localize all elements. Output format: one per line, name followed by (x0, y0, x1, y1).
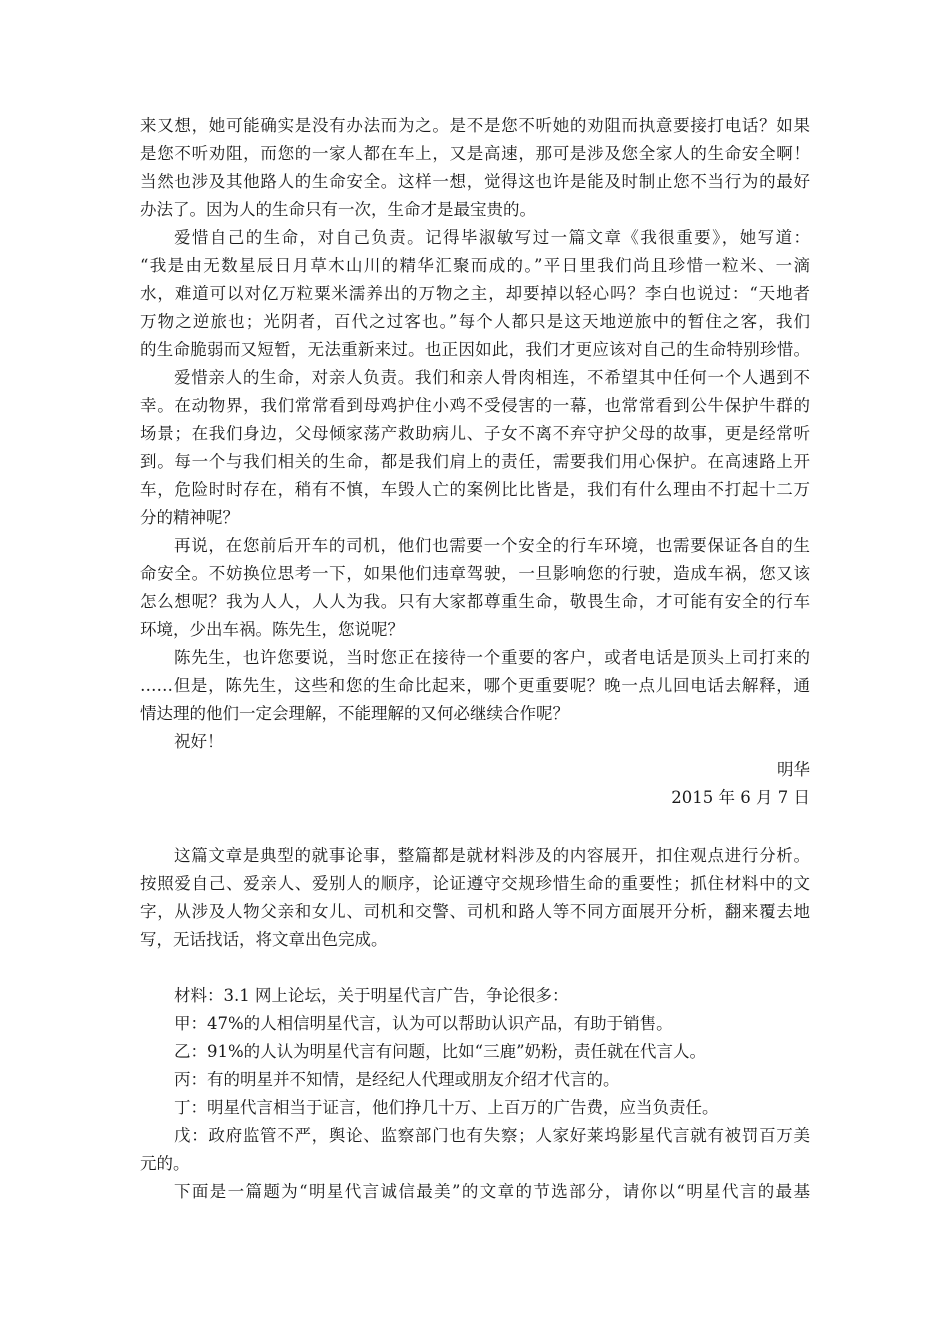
text-line: “我是由无数星辰日月草木山川的精华汇聚而成的。”平日里我们尚且珍惜一粒米、一滴 (140, 256, 810, 275)
text-line: 来又想，她可能确实是没有办法而为之。是不是您不听她的劝阻而执意要接打电话？如果 (140, 116, 810, 135)
paragraph (140, 224, 810, 364)
paragraph (140, 364, 810, 532)
text-line: 的生命脆弱而又短暂，无法重新来过。也正因如此，我们才更应该对自己的生命特别珍惜。 (140, 340, 810, 359)
text-line: 命安全。不妨换位思考一下，如果他们违章驾驶，一旦影响您的行驶，造成车祸，您又该 (140, 564, 810, 583)
text-line: 这篇文章是典型的就事论事，整篇都是就材料涉及的内容展开，扣住观点进行分析。 (174, 846, 810, 865)
text-line: 车，危险时时存在，稍有不慎，车毁人亡的案例比比皆是，我们有什么理由不打起十二万 (140, 480, 810, 499)
paragraph (140, 532, 810, 644)
material-section (140, 982, 810, 1206)
opinion-jia: 甲：47%的人相信明星代言，认为可以帮助认识产品，有助于销售。 (174, 1014, 673, 1033)
commentary (140, 842, 810, 954)
text-line: 陈先生，也许您要说，当时您正在接待一个重要的客户，或者电话是顶头上司打来的 (174, 648, 810, 667)
text-line: 再说，在您前后开车的司机，他们也需要一个安全的行车环境，也需要保证各自的生 (174, 536, 810, 555)
text-line: 万物之逆旅也；光阴者，百代之过客也。”每个人都只是这天地逆旅中的暂住之客，我们 (140, 312, 810, 331)
text-line: 幸。在动物界，我们常常看到母鸡护住小鸡不受侵害的一幕，也常常看到公牛保护牛群的 (140, 396, 810, 415)
opinion-wu-cont: 元的。 (140, 1154, 190, 1173)
text-line: 当然也涉及其他路人的生命安全。这样一想，觉得这也许是能及时制止您不当行为的最好 (140, 172, 810, 191)
paragraph (140, 644, 810, 728)
text-line: 按照爱自己、爱亲人、爱别人的顺序，论证遵守交规珍惜生命的重要性；抓住材料中的文 (140, 874, 810, 893)
text-line: 场景；在我们身边，父母倾家荡产救助病儿、子女不离不弃守护父母的故事，更是经常听 (140, 424, 810, 443)
text-line: ……但是，陈先生，这些和您的生命比起来，哪个更重要呢？晚一点儿回电话去解释，通 (140, 676, 810, 695)
letter-date: 2015 年 6 月 7 日 (671, 788, 810, 807)
text-line: 怎么想呢？我为人人，人人为我。只有大家都尊重生命，敬畏生命，才可能有安全的行车 (140, 592, 810, 611)
closing: 祝好！ (174, 732, 224, 751)
text-line: 环境，少出车祸。陈先生，您说呢？ (140, 620, 404, 639)
text-line: 情达理的他们一定会理解，不能理解的又何必继续合作呢？ (140, 704, 569, 723)
text-line: 爱惜亲人的生命，对亲人负责。我们和亲人骨肉相连，不希望其中任何一个人遇到不 (174, 368, 810, 387)
text-line: 是您不听劝阻，而您的一家人都在车上，又是高速，那可是涉及您全家人的生命安全啊！ (140, 144, 810, 163)
material-intro: 材料：3.1 网上论坛，关于明星代言广告，争论很多： (174, 986, 569, 1005)
text-line: 字，从涉及人物父亲和女儿、司机和交警、司机和路人等不同方面展开分析，翻来覆去地 (140, 902, 810, 921)
opinion-ding: 丁：明星代言相当于证言，他们挣几十万、上百万的广告费，应当负责任。 (174, 1098, 719, 1117)
text-line: 爱惜自己的生命，对自己负责。记得毕淑敏写过一篇文章《我很重要》，她写道： (174, 228, 810, 247)
text-line: 分的精神呢？ (140, 508, 239, 527)
text-line: 办法了。因为人的生命只有一次，生命才是最宝贵的。 (140, 200, 536, 219)
text-line: 水，难道可以对亿万粒粟米濡养出的万物之主，却要掉以轻心吗？李白也说过：“天地者 (140, 284, 810, 303)
letter-body (140, 112, 810, 812)
text-line: 写，无话找话，将文章出色完成。 (140, 930, 388, 949)
opinion-yi: 乙：91%的人认为明星代言有问题，比如“三鹿”奶粉，责任就在代言人。 (174, 1042, 707, 1061)
text-line: 到。每一个与我们相关的生命，都是我们肩上的责任，需要我们用心保护。在高速路上开 (140, 452, 810, 471)
signature: 明华 (777, 760, 810, 779)
task-prompt: 下面是一篇题为“明星代言诚信最美”的文章的节选部分，请你以“明星代言的最基 (174, 1182, 810, 1201)
paragraph (140, 112, 810, 224)
opinion-bing: 丙：有的明星并不知情，是经纪人代理或朋友介绍才代言的。 (174, 1070, 620, 1089)
opinion-wu: 戊：政府监管不严，舆论、监察部门也有失察；人家好莱坞影星代言就有被罚百万美 (174, 1126, 810, 1145)
